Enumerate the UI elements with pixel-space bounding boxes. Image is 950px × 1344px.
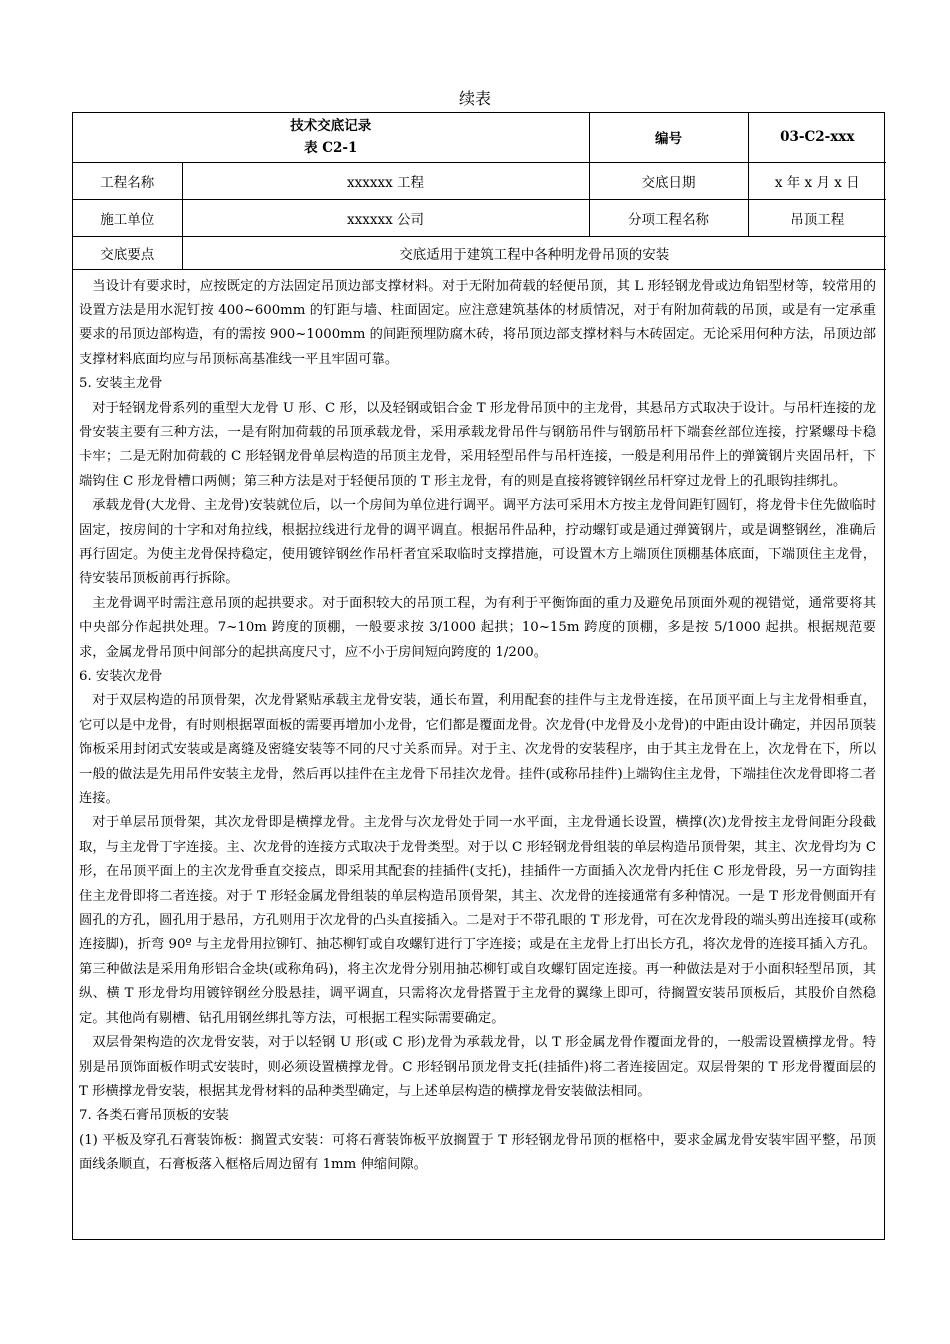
subitem-value: 吊顶工程 (748, 199, 886, 236)
date-value: x 年 x 月 x 日 (748, 162, 886, 199)
date-label: 交底日期 (589, 162, 748, 199)
paragraph: 对于轻钢龙骨系列的重型大龙骨 U 形、C 形，以及轻钢或铝合金 T 形龙骨吊顶中的主龙骨，其悬吊方式取决于设计。与吊杆连接的龙骨安装主要有三种方法，一是有附加荷载的吊顶承载龙骨，采用承载龙骨吊件与钢筋吊件与钢筋吊杆下端套丝部位连接，拧紧螺母卡稳卡牢；二是无附加荷载的 C 形轻钢龙骨单层构造的吊顶主龙骨，采用轻型吊件与吊杆连接，一般是利用吊件上的弹簧钢片夹固吊杆，下端钩住 C 形龙骨槽口两侧；第三种方法是对于轻便吊顶的 T 形主龙骨，有的则是直接将镀锌钢丝吊杆穿过龙骨上的孔眼钩挂绑扎。 (79, 400, 876, 489)
form-number: 表 C2-1 (304, 140, 358, 157)
paragraph: 双层骨架构造的次龙骨安装，对于以轻钢 U 形(或 C 形)龙骨为承载龙骨，以 T 形金属龙骨作覆面龙骨的，一般需设置横撑龙骨。特别是吊顶饰面板作明式安装时，则必须设置横撑龙骨。C 形轻钢吊顶龙骨支托(挂插件)将二者连接固定。双层骨架的 T 形龙骨覆面层的 T 形横撑龙骨安装，根据其龙骨材料的品种类型确定，与上述单层构造的横撑龙骨安装做法相同。 (79, 1035, 876, 1099)
paragraph: (1) 平板及穿孔石膏装饰板：搁置式安装：可将石膏装饰板平放搁置于 T 形轻钢龙骨吊顶的框格中，要求金属龙骨安装牢固平整，吊顶面线条顺直，石膏板落入框格后周边留有 1mm 伸缩间隙。 (79, 1132, 876, 1173)
paragraph: 主龙骨调平时需注意吊顶的起拱要求。对于面积较大的吊顶工程，为有利于平衡饰面的重力及避免吊顶面外观的视错觉，通常要将其中央部分作起拱处理。7~10m 跨度的顶棚，一般要求按 3/1000 起拱；10~15m 跨度的顶棚，多是按 5/1000 起拱。根据规范要求，金属龙骨吊顶中间部分的起拱高度尺寸，应不小于房间短向跨度的 1/200。 (79, 595, 876, 660)
page-title: 续表 (458, 89, 491, 108)
section-heading: 5. 安装主龙骨 (79, 376, 163, 392)
record-title-cell (73, 113, 589, 162)
project-name-label: 工程名称 (73, 162, 182, 199)
record-title: 技术交底记录 (290, 118, 372, 135)
paragraph: 当设计有要求时，应按既定的方法固定吊顶边部支撑材料。对于无附加荷载的轻便吊顶，其 L 形轻钢龙骨或边角铝型材等，较常用的设置方法是用水泥钉按 400~600mm 的钉距与墙、柱面固定。应注意建筑基体的材质情况，对于有附加荷载的吊顶，或是有一定承重要求的吊顶边部构造，有的需按 900~1000mm 的间距预埋防腐木砖，将吊顶边部支撑材料与木砖固定。无论采用何种方法，吊顶边部支撑材料底面均应与吊顶标高基准线一平且牢固可靠。 (79, 278, 876, 367)
number-label: 编号 (589, 113, 748, 162)
key-points-value: 交底适用于建筑工程中各种明龙骨吊顶的安装 (182, 236, 886, 269)
number-value: 03-C2-xxx (748, 113, 886, 162)
header-table (73, 113, 886, 270)
contractor-value: xxxxxx 公司 (182, 199, 589, 236)
disclosure-content (73, 270, 884, 1178)
contractor-label: 施工单位 (73, 199, 182, 236)
paragraph: 对于双层构造的吊顶骨架，次龙骨紧贴承载主龙骨安装，通长布置，利用配套的挂件与主龙骨连接，在吊顶平面上与主龙骨相垂直，它可以是中龙骨，有时则根据罩面板的需要再增加小龙骨，它们都是覆面龙骨。次龙骨(中龙骨及小龙骨)的中距由设计确定，并因吊顶装饰板采用封闭式安装或是离缝及密缝安装等不同的尺寸关系而异。对于主、次龙骨的安装程序，由于其主龙骨在上，次龙骨在下，所以一般的做法是先用吊件安装主龙骨，然后再以挂件在主龙骨下吊挂次龙骨。挂件(或称吊挂件)上端钩住主龙骨，下端挂住次龙骨即将二者连接。 (79, 693, 876, 807)
paragraph: 承载龙骨(大龙骨、主龙骨)安装就位后，以一个房间为单位进行调平。调平方法可采用木方按主龙骨间距钉圆钉，将龙骨卡住先做临时固定，按房间的十字和对角拉线，根据拉线进行龙骨的调平调直。根据吊件品种，拧动螺钉或是通过弹簧钢片，或是调整钢丝，准确后再行固定。为使主龙骨保持稳定，使用镀锌钢丝作吊杆者宜采取临时支撑措施，可设置木方上端顶住顶棚基体底面，下端顶住主龙骨，待安装吊顶板前再行拆除。 (79, 498, 876, 587)
subitem-label: 分项工程名称 (589, 199, 748, 236)
disclosure-record (72, 112, 885, 1240)
section-heading: 6. 安装次龙骨 (79, 669, 163, 684)
section-heading: 7. 各类石膏吊顶板的安装 (79, 1108, 229, 1124)
project-name-value: xxxxxx 工程 (182, 162, 589, 199)
paragraph: 对于单层吊顶骨架，其次龙骨即是横撑龙骨。主龙骨与次龙骨处于同一水平面，主龙骨通长设置，横撑(次)龙骨按主龙骨间距分段截取，与主龙骨丁字连接。主、次龙骨的连接方式取决于龙骨类型。对于以 C 形轻钢龙骨组装的单层构造吊顶骨架，其主、次龙骨均为 C 形，在吊顶平面上的主次龙骨垂直交接点，即采用其配套的挂插件(支托)，挂插件一方面插入次龙骨内托住 C 形龙骨段，另一方面钩挂住主龙骨即将二者连接。对于 T 形轻金属龙骨组装的单层构造吊顶骨架，其主、次龙骨的连接通常有多种情况。一是 T 形龙骨侧面开有圆孔的方孔，圆孔用于悬吊，方孔则用于次龙骨的凸头直接插入。二是对于不带孔眼的 T 形龙骨，可在次龙骨段的端头剪出连接耳(或称连接脚)，折弯 90º 与主龙骨用拉铆钉、抽芯柳钉或自攻螺钉进行丁字连接；或是在主龙骨上打出长方孔，将次龙骨的连接耳插入方孔。第三种做法是采用角形铝合金块(或称角码)，将主次龙骨分别用抽芯柳钉或自攻螺钉固定连接。再一种做法是对于小面积轻型吊顶，其纵、横 T 形龙骨均用镀锌钢丝分股悬挂，调平调直，只需将次龙骨搭置于主龙骨的翼缘上即可，待搁置安装吊顶板后，其股价自然稳定。其他尚有剔槽、钻孔用钢丝绑扎等方法，可根据工程实际需要确定。 (79, 815, 876, 1026)
key-points-label: 交底要点 (73, 236, 182, 269)
